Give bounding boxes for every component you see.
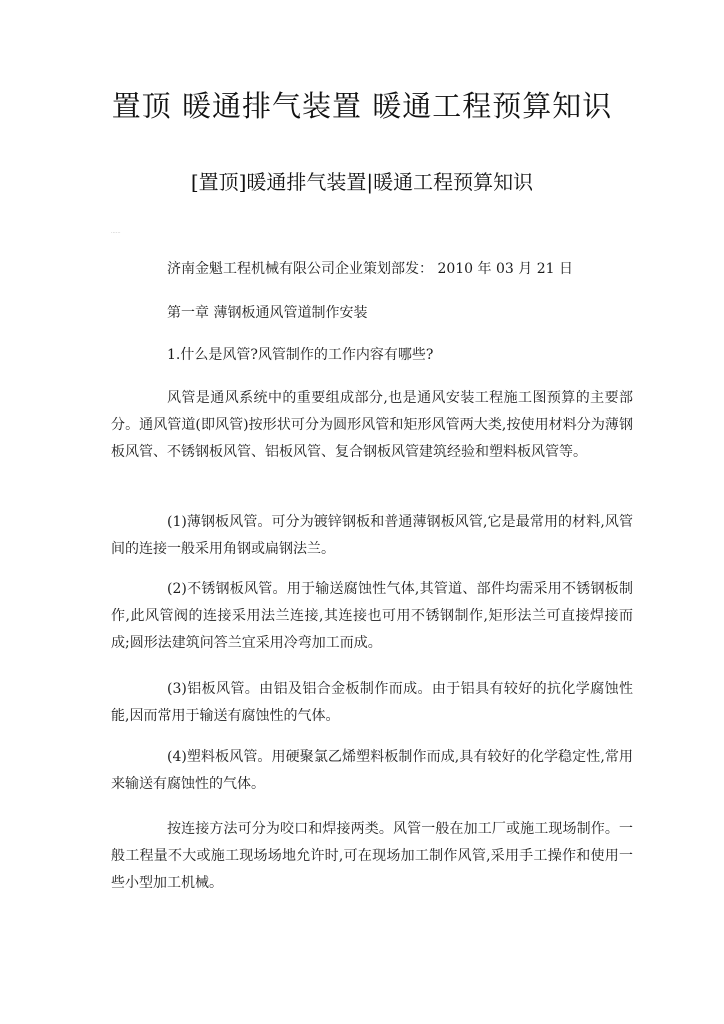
page-title: 置顶 暖通排气装置 暖通工程预算知识 xyxy=(111,89,613,123)
credit-line: 济南金魁工程机械有限公司企业策划部发： 2010 年 03 月 21 日 xyxy=(167,261,573,277)
paragraph-plastic: (4)塑料板风管。用硬聚氯乙烯塑料板制作而成,具有较好的化学稳定性,常用来输送有腐蚀性的气体。 xyxy=(111,749,633,792)
question-heading: 1.什么是风管?风管制作的工作内容有哪些? xyxy=(167,347,434,363)
page-subtitle: [置顶]暖通排气装置|暖通工程预算知识 xyxy=(190,170,534,194)
paragraph-stainless: (2)不锈钢板风管。用于输送腐蚀性气体,其管道、部件均需采用不锈钢板制作,此风管阀的连接采用法兰连接,其连接也可用不锈钢制作,矩形法兰可直接焊接而成;圆形法建筑问答兰宜采用冷弯加工而成。 xyxy=(111,581,633,651)
paragraph-intro: 风管是通风系统中的重要组成部分,也是通风安装工程施工图预算的主要部分。通风管道(即风管)按形状可分为圆形风管和矩形风管两大类,按使用材料分为薄钢板风管、不锈钢板风管、铝板风管、复合钢板风管建筑经验和塑料板风管等。 xyxy=(111,390,633,460)
watermark: ...... xyxy=(111,229,121,235)
paragraph-connection: 按连接方法可分为咬口和焊接两类。风管一般在加工厂或施工现场制作。一般工程量不大或施工现场场地允许时,可在现场加工制作风管,采用手工操作和使用一些小型加工机械。 xyxy=(111,821,633,891)
paragraph-aluminum: (3)铝板风管。由铝及铝合金板制作而成。由于铝具有较好的抗化学腐蚀性能,因而常用于输送有腐蚀性的气体。 xyxy=(111,681,633,724)
chapter-heading: 第一章 薄钢板通风管道制作安装 xyxy=(167,305,368,321)
paragraph-thin-steel: (1)薄钢板风管。可分为镀锌钢板和普通薄钢板风管,它是最常用的材料,风管间的连接一般采用角钢或扁钢法兰。 xyxy=(111,514,633,557)
